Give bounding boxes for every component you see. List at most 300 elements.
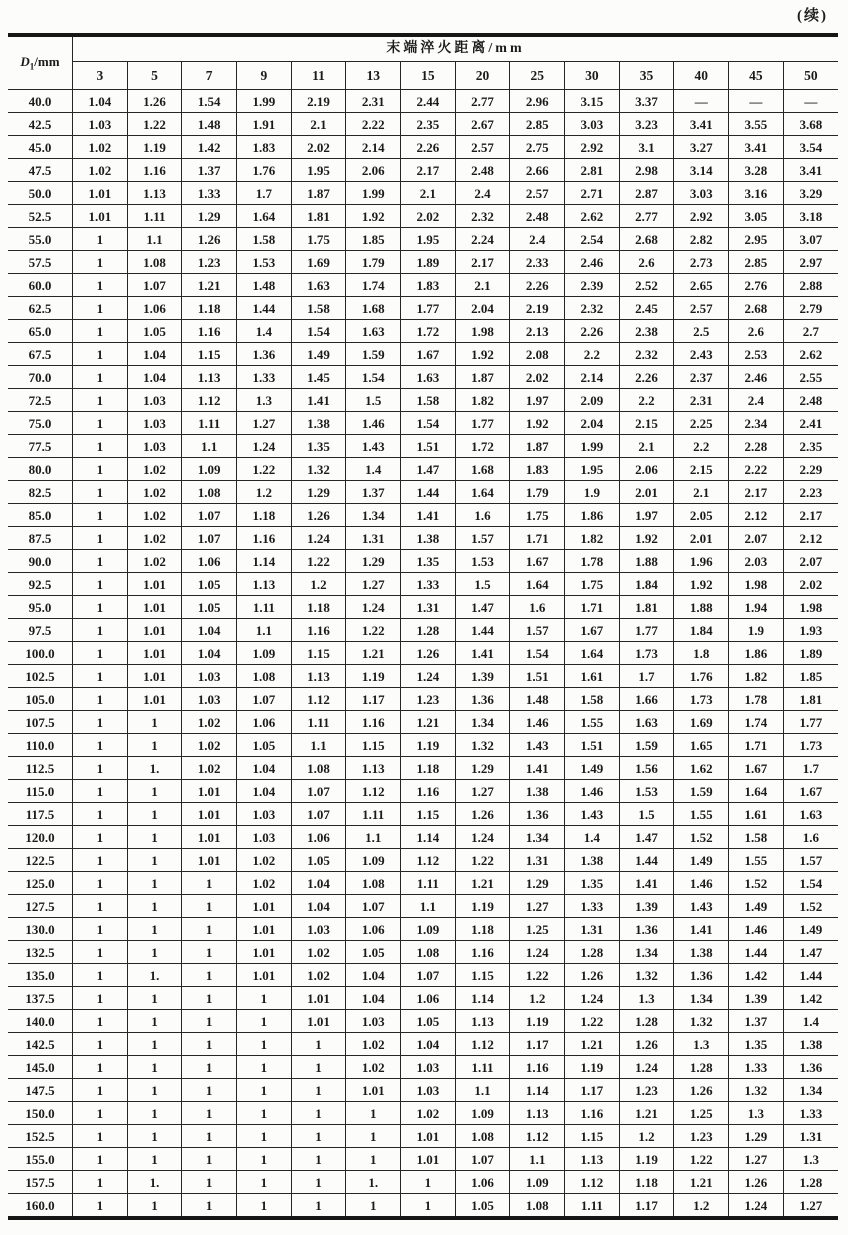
value-cell: 1.15 [346, 734, 401, 757]
value-cell: 1.95 [565, 458, 620, 481]
value-cell: 1 [127, 1125, 182, 1148]
value-cell: 1 [237, 1079, 292, 1102]
value-cell: 1.41 [291, 389, 346, 412]
value-cell: 1.18 [401, 757, 456, 780]
value-cell: 1.21 [565, 1033, 620, 1056]
value-cell: 1.49 [565, 757, 620, 780]
value-cell: 2.19 [510, 297, 565, 320]
value-cell: 1.18 [291, 596, 346, 619]
value-cell: 1 [127, 918, 182, 941]
value-cell: 1.44 [237, 297, 292, 320]
value-cell: 1.95 [401, 228, 456, 251]
value-cell: 1.11 [237, 596, 292, 619]
value-cell: 2.02 [291, 136, 346, 159]
value-cell: 2.23 [783, 481, 838, 504]
value-cell: 1.37 [182, 159, 237, 182]
value-cell: 2.22 [346, 113, 401, 136]
value-cell: 1.01 [237, 895, 292, 918]
value-cell: 1.05 [346, 941, 401, 964]
value-cell: 2.5 [674, 320, 729, 343]
value-cell: 1.58 [401, 389, 456, 412]
row-header-d1: 82.5 [8, 481, 73, 504]
row-header-d1: 62.5 [8, 297, 73, 320]
value-cell: 1.07 [182, 527, 237, 550]
value-cell: 1.24 [401, 665, 456, 688]
table-row [8, 849, 838, 872]
value-cell: 1.16 [510, 1056, 565, 1079]
value-cell: 1.99 [346, 182, 401, 205]
value-cell: 1.06 [237, 711, 292, 734]
value-cell: 1.52 [729, 872, 784, 895]
value-cell: 1.46 [510, 711, 565, 734]
value-cell: 1.5 [619, 803, 674, 826]
value-cell: 1.07 [237, 688, 292, 711]
value-cell: — [674, 90, 729, 113]
distance-columns-row [8, 62, 838, 90]
value-cell: 1.14 [401, 826, 456, 849]
value-cell: 2.96 [510, 90, 565, 113]
value-cell: 1.31 [783, 1125, 838, 1148]
value-cell: 1 [182, 1125, 237, 1148]
row-header-d1: 85.0 [8, 504, 73, 527]
value-cell: 1.16 [565, 1102, 620, 1125]
value-cell: 1 [73, 412, 128, 435]
value-cell: 1.89 [783, 642, 838, 665]
value-cell: 2.4 [729, 389, 784, 412]
value-cell: 1.17 [565, 1079, 620, 1102]
value-cell: 2.29 [783, 458, 838, 481]
value-cell: 1.97 [619, 504, 674, 527]
row-header-d1: 87.5 [8, 527, 73, 550]
value-cell: 2.1 [674, 481, 729, 504]
value-cell: 1 [182, 964, 237, 987]
value-cell: 1.32 [729, 1079, 784, 1102]
value-cell: 1.15 [182, 343, 237, 366]
value-cell: 1 [346, 1148, 401, 1171]
value-cell: 1.06 [401, 987, 456, 1010]
value-cell: 1.16 [346, 711, 401, 734]
column-header-7: 7 [182, 62, 237, 90]
value-cell: 1.13 [455, 1010, 510, 1033]
value-cell: 1.01 [127, 688, 182, 711]
value-cell: 1.16 [455, 941, 510, 964]
value-cell: 3.16 [729, 182, 784, 205]
column-header-9: 9 [237, 62, 292, 90]
value-cell: 1.01 [291, 1010, 346, 1033]
value-cell: 1.04 [401, 1033, 456, 1056]
value-cell: 3.05 [729, 205, 784, 228]
value-cell: 1.08 [510, 1194, 565, 1219]
table-row [8, 711, 838, 734]
value-cell: 1.05 [237, 734, 292, 757]
value-cell: 1.43 [674, 895, 729, 918]
value-cell: 1.33 [729, 1056, 784, 1079]
value-cell: 1 [73, 366, 128, 389]
row-header-d1: 117.5 [8, 803, 73, 826]
value-cell: 2.97 [783, 251, 838, 274]
value-cell: 1.87 [291, 182, 346, 205]
value-cell: 1.52 [674, 826, 729, 849]
column-header-20: 20 [455, 62, 510, 90]
value-cell: 1.78 [729, 688, 784, 711]
value-cell: 1.97 [510, 389, 565, 412]
value-cell: 1.06 [182, 550, 237, 573]
value-cell: 1.47 [783, 941, 838, 964]
row-header-d1: 155.0 [8, 1148, 73, 1171]
value-cell: 2.08 [510, 343, 565, 366]
value-cell: 1.22 [127, 113, 182, 136]
value-cell: 1.85 [783, 665, 838, 688]
value-cell: 1.28 [401, 619, 456, 642]
value-cell: 1 [291, 1125, 346, 1148]
value-cell: 2.62 [783, 343, 838, 366]
value-cell: 1.35 [401, 550, 456, 573]
value-cell: 1.53 [237, 251, 292, 274]
value-cell: 1.28 [619, 1010, 674, 1033]
value-cell: 2.62 [565, 205, 620, 228]
column-header-13: 13 [346, 62, 401, 90]
value-cell: 1.13 [182, 366, 237, 389]
table-row [8, 964, 838, 987]
value-cell: 1.88 [619, 550, 674, 573]
value-cell: 2.46 [729, 366, 784, 389]
value-cell: 1.24 [729, 1194, 784, 1219]
value-cell: 1.04 [182, 642, 237, 665]
value-cell: 1.01 [237, 918, 292, 941]
value-cell: 1.34 [619, 941, 674, 964]
value-cell: 1.48 [237, 274, 292, 297]
value-cell: 1.44 [455, 619, 510, 642]
value-cell: 1.01 [73, 182, 128, 205]
value-cell: 1.49 [729, 895, 784, 918]
value-cell: 1.01 [182, 849, 237, 872]
row-header-d1: 55.0 [8, 228, 73, 251]
value-cell: 1 [182, 1056, 237, 1079]
table-row [8, 320, 838, 343]
value-cell: 1.08 [182, 481, 237, 504]
value-cell: 2.6 [619, 251, 674, 274]
value-cell: 1.57 [455, 527, 510, 550]
value-cell: 1.03 [237, 803, 292, 826]
value-cell: 1.76 [237, 159, 292, 182]
value-cell: 1.92 [510, 412, 565, 435]
value-cell: 1.24 [619, 1056, 674, 1079]
value-cell: 2.34 [729, 412, 784, 435]
value-cell: 1.01 [127, 642, 182, 665]
value-cell: 1.72 [455, 435, 510, 458]
value-cell: 1 [237, 1056, 292, 1079]
value-cell: 1 [291, 1171, 346, 1194]
value-cell: 1.24 [455, 826, 510, 849]
value-cell: 1 [73, 297, 128, 320]
value-cell: 1 [237, 1148, 292, 1171]
value-cell: 1.36 [783, 1056, 838, 1079]
value-cell: 2.48 [455, 159, 510, 182]
value-cell: 1.67 [401, 343, 456, 366]
value-cell: 1.01 [237, 964, 292, 987]
value-cell: 1.15 [401, 803, 456, 826]
value-cell: 1 [237, 987, 292, 1010]
value-cell: 1.38 [401, 527, 456, 550]
value-cell: 2.01 [619, 481, 674, 504]
row-header-d1: 127.5 [8, 895, 73, 918]
value-cell: 2.04 [565, 412, 620, 435]
value-cell: 1.89 [401, 251, 456, 274]
value-cell: 1.29 [291, 481, 346, 504]
value-cell: 1.35 [729, 1033, 784, 1056]
value-cell: 1 [73, 596, 128, 619]
value-cell: 1.92 [346, 205, 401, 228]
value-cell: 1.87 [510, 435, 565, 458]
value-cell: 1. [127, 757, 182, 780]
value-cell: 1 [73, 435, 128, 458]
value-cell: 1.3 [783, 1148, 838, 1171]
value-cell: 1.19 [619, 1148, 674, 1171]
table-row [8, 918, 838, 941]
row-header-d1: 75.0 [8, 412, 73, 435]
value-cell: 1.83 [401, 274, 456, 297]
value-cell: 1.6 [510, 596, 565, 619]
value-cell: 1.03 [401, 1056, 456, 1079]
row-header-d1: 47.5 [8, 159, 73, 182]
value-cell: 1.02 [127, 458, 182, 481]
value-cell: 1 [127, 734, 182, 757]
value-cell: 1.59 [346, 343, 401, 366]
value-cell: 1.07 [127, 274, 182, 297]
value-cell: 2.05 [674, 504, 729, 527]
value-cell: 1.24 [346, 596, 401, 619]
value-cell: 1.04 [237, 757, 292, 780]
value-cell: 1.17 [619, 1194, 674, 1219]
value-cell: 1.31 [565, 918, 620, 941]
value-cell: 1 [73, 343, 128, 366]
row-header-d1: 115.0 [8, 780, 73, 803]
value-cell: 1.63 [401, 366, 456, 389]
value-cell: 1 [182, 1194, 237, 1219]
row-header-d1: 70.0 [8, 366, 73, 389]
value-cell: 1.87 [455, 366, 510, 389]
table-body [8, 90, 838, 1219]
value-cell: 1.03 [127, 435, 182, 458]
table-row [8, 1102, 838, 1125]
value-cell: 3.27 [674, 136, 729, 159]
value-cell: 1.2 [291, 573, 346, 596]
row-header-d1: 110.0 [8, 734, 73, 757]
value-cell: 1 [127, 803, 182, 826]
value-cell: 3.54 [783, 136, 838, 159]
value-cell: 2.06 [346, 159, 401, 182]
value-cell: 1.27 [237, 412, 292, 435]
value-cell: 1.11 [565, 1194, 620, 1219]
value-cell: 2.2 [674, 435, 729, 458]
value-cell: 3.41 [783, 159, 838, 182]
value-cell: 2.76 [729, 274, 784, 297]
value-cell: 1.02 [127, 504, 182, 527]
value-cell: 1.91 [237, 113, 292, 136]
value-cell: 1 [182, 1171, 237, 1194]
table-row [8, 1010, 838, 1033]
value-cell: 2.26 [510, 274, 565, 297]
value-cell: 1 [127, 1194, 182, 1219]
value-cell: 1.4 [346, 458, 401, 481]
value-cell: 1.18 [455, 918, 510, 941]
value-cell: 1 [73, 274, 128, 297]
row-header-d1: 95.0 [8, 596, 73, 619]
table-row [8, 481, 838, 504]
value-cell: 1.54 [182, 90, 237, 113]
value-cell: 3.28 [729, 159, 784, 182]
value-cell: 1.22 [291, 550, 346, 573]
row-header-d1: 152.5 [8, 1125, 73, 1148]
value-cell: 1.38 [291, 412, 346, 435]
value-cell: 1.17 [346, 688, 401, 711]
column-header-3: 3 [73, 62, 128, 90]
value-cell: 1.9 [729, 619, 784, 642]
value-cell: 1.38 [565, 849, 620, 872]
continued-label: (续) [797, 8, 828, 24]
value-cell: 1.3 [619, 987, 674, 1010]
value-cell: 1 [73, 320, 128, 343]
table-row [8, 113, 838, 136]
value-cell: 1.79 [346, 251, 401, 274]
value-cell: 2.12 [783, 527, 838, 550]
value-cell: 1.24 [565, 987, 620, 1010]
table-row [8, 642, 838, 665]
value-cell: 1 [237, 1010, 292, 1033]
value-cell: 1.22 [674, 1148, 729, 1171]
value-cell: 1.02 [346, 1056, 401, 1079]
value-cell: 1.02 [237, 872, 292, 895]
value-cell: 1.01 [346, 1079, 401, 1102]
value-cell: 1 [73, 826, 128, 849]
value-cell: 1 [73, 1056, 128, 1079]
value-cell: 1.22 [455, 849, 510, 872]
row-header-d1: 57.5 [8, 251, 73, 274]
value-cell: 1.78 [565, 550, 620, 573]
value-cell: 1.13 [510, 1102, 565, 1125]
value-cell: 1.02 [182, 757, 237, 780]
value-cell: 2.38 [619, 320, 674, 343]
value-cell: 1.32 [619, 964, 674, 987]
value-cell: 1 [127, 987, 182, 1010]
value-cell: 1.2 [674, 1194, 729, 1219]
value-cell: 1.26 [401, 642, 456, 665]
value-cell: 3.41 [729, 136, 784, 159]
value-cell: 1.05 [182, 573, 237, 596]
value-cell: 2.53 [729, 343, 784, 366]
value-cell: 1.43 [510, 734, 565, 757]
value-cell: 1.61 [729, 803, 784, 826]
value-cell: 1.31 [510, 849, 565, 872]
value-cell: 1 [73, 619, 128, 642]
value-cell: 1.08 [455, 1125, 510, 1148]
value-cell: 1 [73, 757, 128, 780]
row-header-d1: 90.0 [8, 550, 73, 573]
value-cell: 1.21 [401, 711, 456, 734]
value-cell: 1.1 [127, 228, 182, 251]
value-cell: 1 [127, 1010, 182, 1033]
value-cell: 1. [346, 1171, 401, 1194]
value-cell: 1.56 [619, 757, 674, 780]
value-cell: 1.7 [619, 665, 674, 688]
value-cell: 1.24 [510, 941, 565, 964]
value-cell: 1.16 [237, 527, 292, 550]
value-cell: 1 [73, 228, 128, 251]
value-cell: 1.49 [291, 343, 346, 366]
table-row [8, 1194, 838, 1219]
column-header-11: 11 [291, 62, 346, 90]
value-cell: 1.12 [401, 849, 456, 872]
value-cell: 1.73 [674, 688, 729, 711]
row-header-d1: 40.0 [8, 90, 73, 113]
value-cell: 1 [73, 734, 128, 757]
value-cell: 1.05 [182, 596, 237, 619]
value-cell: 2.7 [783, 320, 838, 343]
value-cell: 1.29 [729, 1125, 784, 1148]
table-row [8, 573, 838, 596]
value-cell: 1.16 [127, 159, 182, 182]
value-cell: 1.41 [455, 642, 510, 665]
value-cell: 1.09 [510, 1171, 565, 1194]
value-cell: 1.7 [783, 757, 838, 780]
value-cell: 1.26 [674, 1079, 729, 1102]
table-row [8, 1033, 838, 1056]
value-cell: 1.05 [401, 1010, 456, 1033]
value-cell: 1.39 [619, 895, 674, 918]
value-cell: 1.11 [346, 803, 401, 826]
value-cell: 1.04 [291, 872, 346, 895]
value-cell: 2.44 [401, 90, 456, 113]
table-row [8, 1125, 838, 1148]
row-header-d1: 160.0 [8, 1194, 73, 1219]
row-header-d1: 147.5 [8, 1079, 73, 1102]
value-cell: 3.23 [619, 113, 674, 136]
value-cell: 1.41 [401, 504, 456, 527]
column-header-5: 5 [127, 62, 182, 90]
table-row [8, 504, 838, 527]
value-cell: 1.33 [401, 573, 456, 596]
table-row [8, 343, 838, 366]
value-cell: 1 [127, 1102, 182, 1125]
value-cell: 2.71 [565, 182, 620, 205]
value-cell: 2.75 [510, 136, 565, 159]
value-cell: 1.16 [401, 780, 456, 803]
value-cell: 1.55 [565, 711, 620, 734]
value-cell: 1.07 [291, 780, 346, 803]
value-cell: 2.2 [565, 343, 620, 366]
value-cell: 1.03 [237, 826, 292, 849]
value-cell: 1.49 [783, 918, 838, 941]
value-cell: 2.82 [674, 228, 729, 251]
value-cell: 1.58 [565, 688, 620, 711]
table-row [8, 895, 838, 918]
d1-subscript: 1 [29, 61, 35, 72]
value-cell: 1.64 [729, 780, 784, 803]
value-cell: 1.27 [783, 1194, 838, 1219]
value-cell: 1.09 [401, 918, 456, 941]
value-cell: 1.13 [291, 665, 346, 688]
value-cell: 1.05 [127, 320, 182, 343]
value-cell: 1 [73, 895, 128, 918]
value-cell: 1 [237, 1194, 292, 1219]
value-cell: 1.34 [346, 504, 401, 527]
table-row [8, 1171, 838, 1194]
value-cell: 1.3 [237, 389, 292, 412]
value-cell: 1.8 [674, 642, 729, 665]
value-cell: 2.31 [674, 389, 729, 412]
value-cell: 2.32 [455, 205, 510, 228]
value-cell: 1.04 [73, 90, 128, 113]
